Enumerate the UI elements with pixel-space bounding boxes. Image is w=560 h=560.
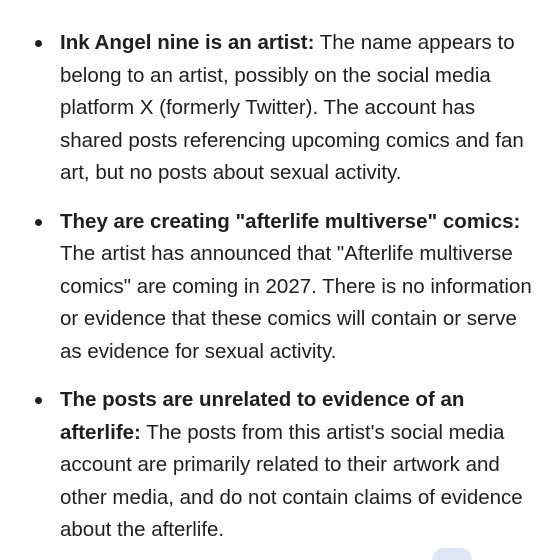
bullet-item-artist: [0, 0, 560, 190]
bullet-item-comics: [0, 206, 560, 369]
source-link-chip[interactable]: [432, 548, 472, 560]
bullet-heading: They are creating "afterlife multiverse" comics:: [60, 209, 521, 233]
bullet-heading: The posts are unrelated to evidence of an afterlife:: [60, 388, 465, 444]
bullet-item-afterlife: [0, 384, 560, 547]
bullet-body: The artist has announced that "Afterlife multiverse comics" are coming in 2027. There is no information or evidence that these comics will contain or serve as evidence for sexual activity.: [60, 242, 532, 363]
bullet-dot-icon: [35, 397, 42, 404]
bullet-dot-icon: [35, 40, 42, 47]
bullet-body: The posts from this artist's social media account are primarily related to their artwork and other media, and do not contain claims of evidence about the afterlife.: [60, 420, 523, 541]
bullet-body: The name appears to belong to an artist, possibly on the social media platform X (formerly Twitter). The account has shared posts referencing upcoming comics and fan art, but no posts about sexual activity.: [60, 31, 524, 184]
bullet-dot-icon: [35, 219, 42, 226]
bullet-heading: Ink Angel nine is an artist:: [60, 31, 315, 54]
